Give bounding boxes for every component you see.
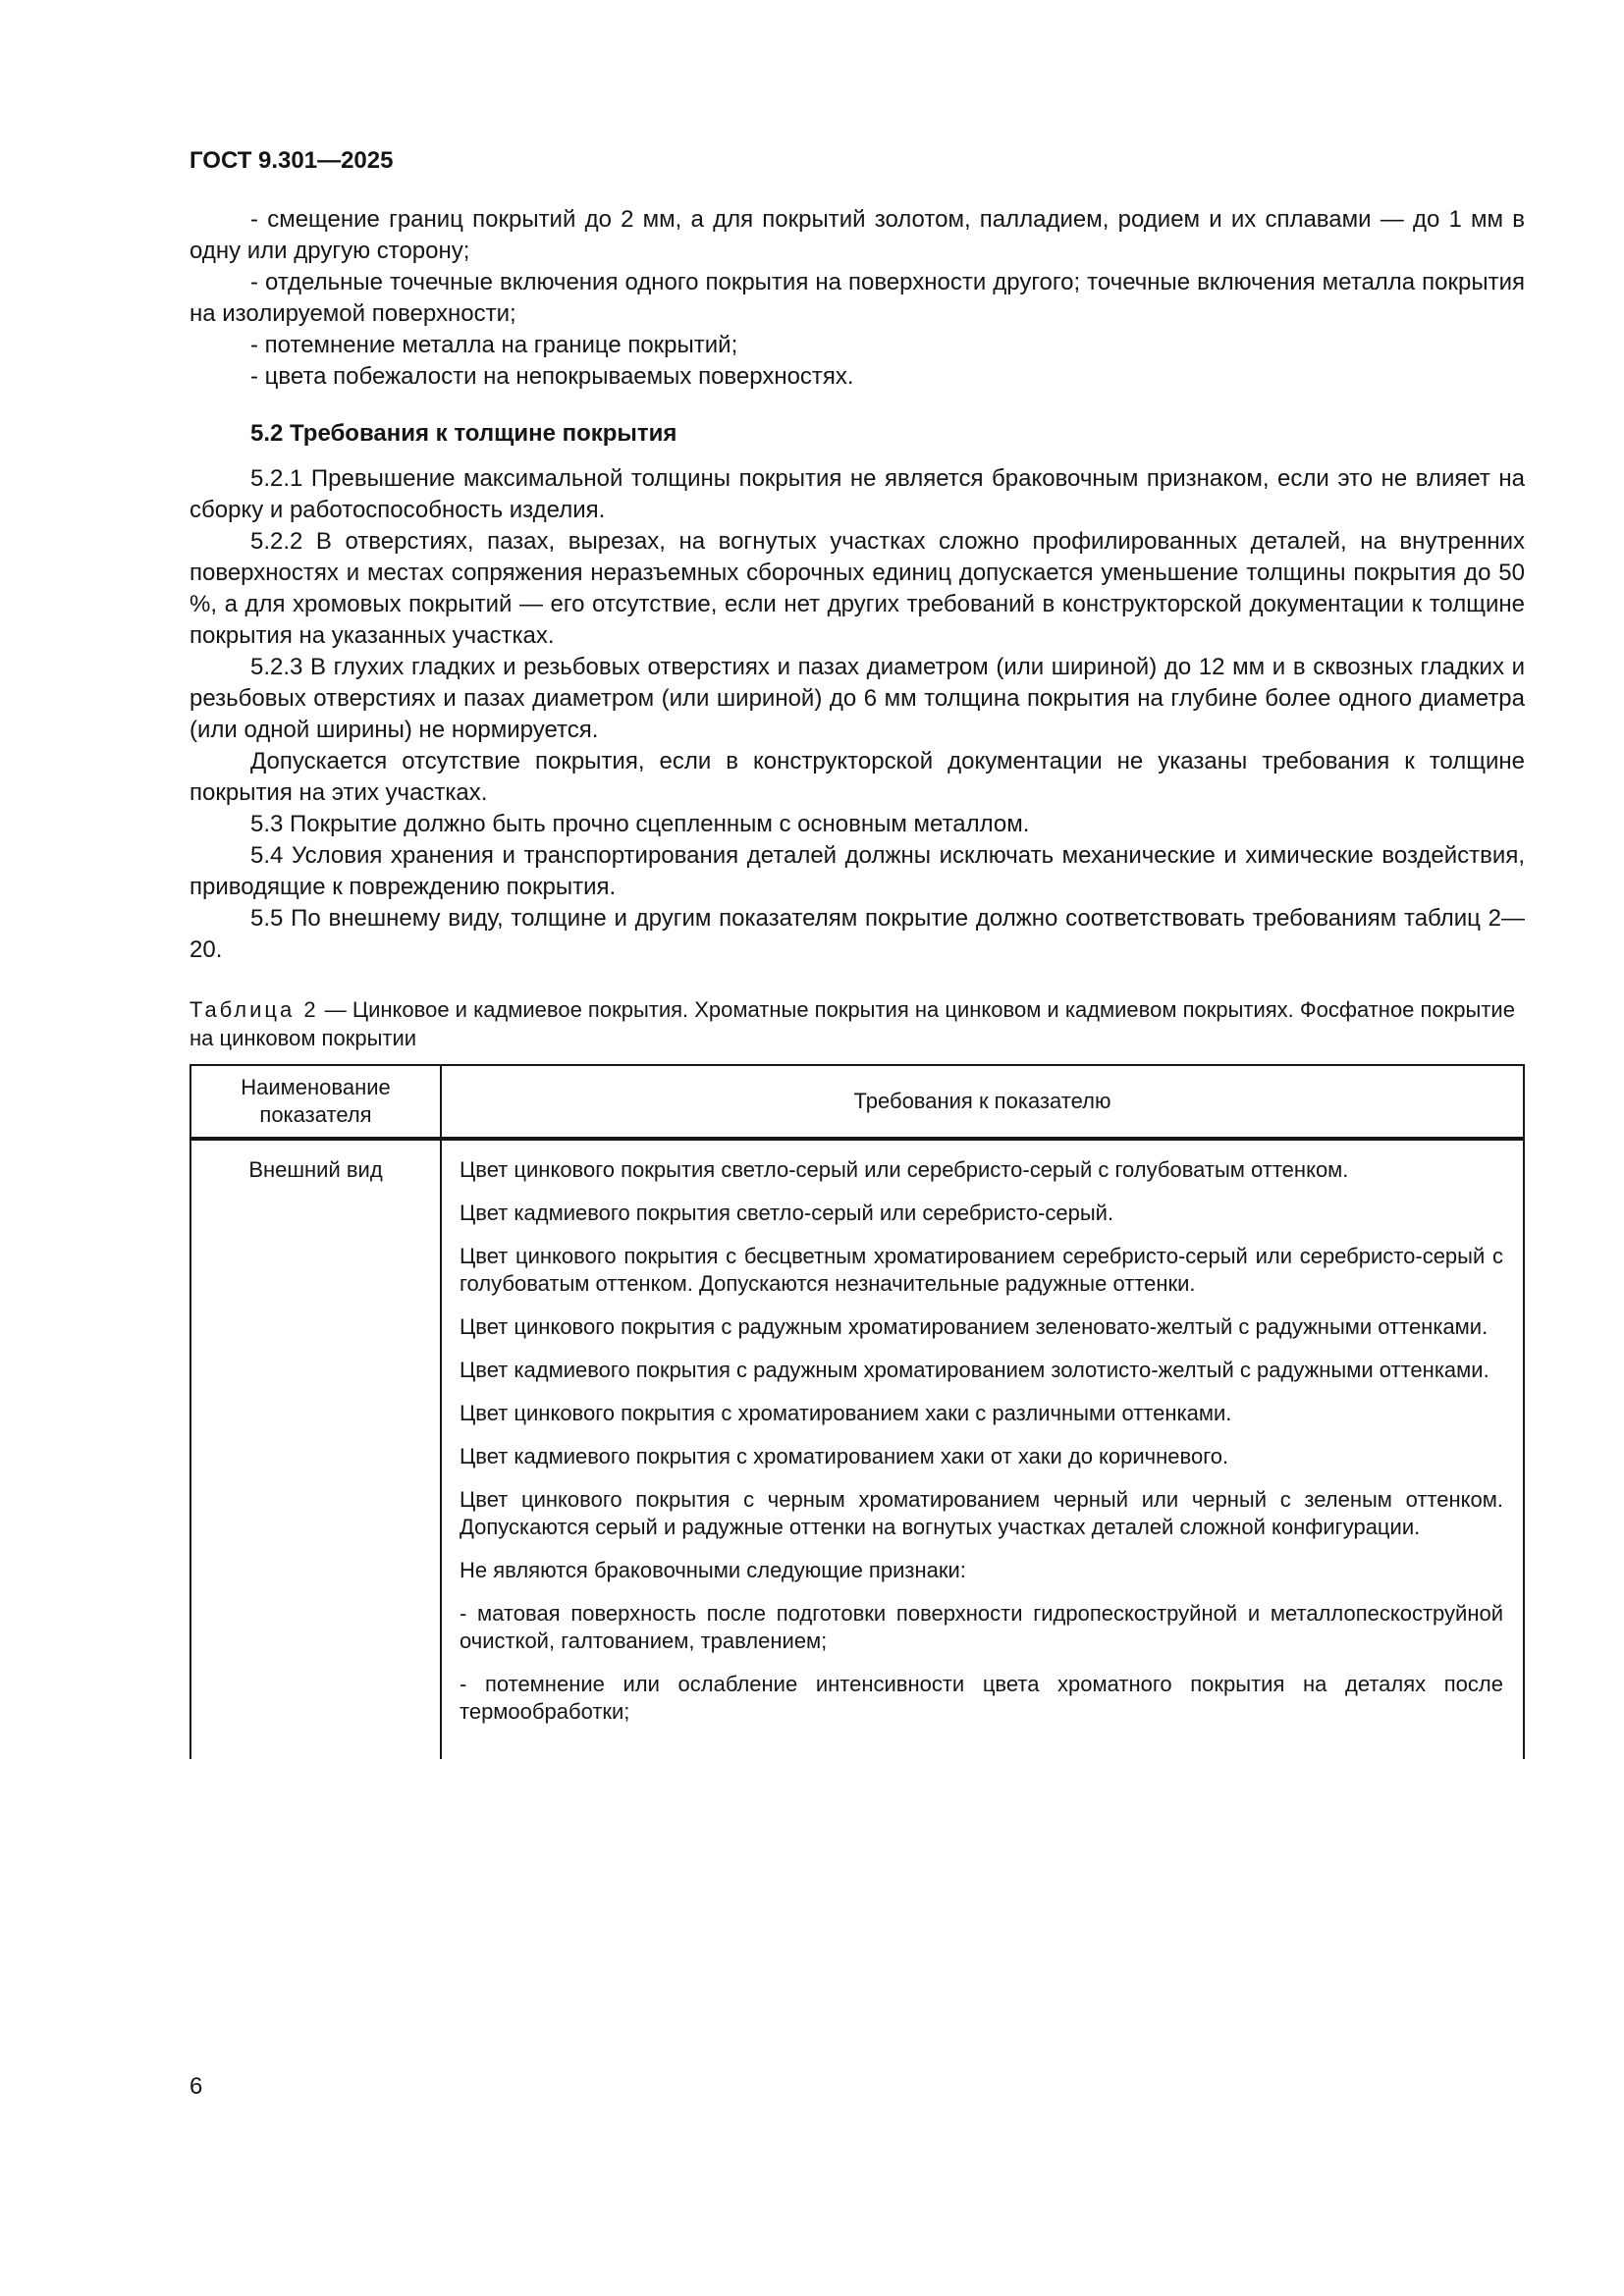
table-caption [189,995,1525,1052]
paragraph: 5.4 Условия хранения и транспортирования деталей должны исключать механические и химические воздействия, приводящие к повреждению покрытия. [189,842,1525,900]
table-caption-text: — Цинковое и кадмиевое покрытия. Хроматные покрытия на цинковом и кадмиевом покрытиях. Фосфатное покрытие на цинковом покрытии [189,997,1515,1050]
paragraph: Допускается отсутствие покрытия, если в конструкторской документации не указаны требования к толщине покрытия на этих участках. [189,748,1525,806]
paragraph: 5.3 Покрытие должно быть прочно сцепленным с основным металлом. [250,811,1030,837]
paragraph: 5.5 По внешнему виду, толщине и другим показателям покрытие должно соответствовать требованиям таблиц 2—20. [189,905,1525,963]
requirements-cell [441,1139,1524,1759]
column-header-requirements: Требования к показателю [441,1065,1524,1139]
requirement-item: Цвет кадмиевого покрытия светло-серый или серебристо-серый. [460,1201,1114,1225]
indicator-name: Внешний вид [248,1157,383,1182]
table-header-row [190,1065,1524,1139]
document-code: ГОСТ 9.301—2025 [189,147,394,174]
requirement-item: Цвет цинкового покрытия с хроматированием хаки с различными оттенками. [460,1401,1232,1425]
table-row [190,1139,1524,1759]
requirement-item: Цвет цинкового покрытия с черным хроматированием черный или черный с зеленым оттенком. Допускаются серый и радужные оттенки на вогнутых участках деталей сложной конфигурации. [460,1487,1503,1539]
requirement-item: - матовая поверхность после подготовки поверхности гидропескоструйной и металлопескоструйной очисткой, галтованием, травлением; [460,1601,1503,1653]
requirement-item: Цвет кадмиевого покрытия с радужным хроматированием золотисто-желтый с радужными оттенками. [460,1358,1489,1382]
requirement-item: - потемнение или ослабление интенсивности цвета хроматного покрытия на деталях после термообработки; [460,1672,1503,1724]
list-item: - отдельные точечные включения одного покрытия на поверхности другого; точечные включения металла покрытия на изолируемой поверхности; [189,269,1525,327]
paragraph: 5.2.2 В отверстиях, пазах, вырезах, на вогнутых участках сложно профилированных деталей, на внутренних поверхностях и местах сопряжения неразъемных сборочных единиц допускается уменьшение толщины покрытия до 50 %, а для хромовых покрытий — его отсутствие, если нет других требований в конструкторской документации к толщине покрытия на указанных участках. [189,528,1525,649]
indicator-name-cell [190,1139,441,1759]
paragraph: 5.2.1 Превышение максимальной толщины покрытия не является браковочным признаком, если это не влияет на сборку и работоспособность изделия. [189,465,1525,523]
body-text [189,204,1525,966]
list-item: - смещение границ покрытий до 2 мм, а для покрытий золотом, палладием, родием и их сплавами — до 1 мм в одну или другую сторону; [189,206,1525,264]
list-item: - потемнение металла на границе покрытий; [250,332,738,358]
page-number: 6 [189,2073,203,2100]
table-2 [189,1064,1525,1759]
requirement-item: Цвет цинкового покрытия с радужным хроматированием зеленовато-желтый с радужными оттенками. [460,1314,1489,1339]
requirement-item: Не являются браковочными следующие признаки: [460,1558,966,1582]
requirement-item: Цвет цинкового покрытия с бесцветным хроматированием серебристо-серый или серебристо-серый с голубоватым оттенком. Допускаются незначительные радужные оттенки. [460,1244,1503,1296]
table-caption-label: Таблица 2 [189,997,319,1022]
section-title: 5.2 Требования к толщине покрытия [250,420,677,447]
requirement-item: Цвет цинкового покрытия светло-серый или серебристо-серый с голубоватым оттенком. [460,1157,1349,1182]
paragraph: 5.2.3 В глухих гладких и резьбовых отверстиях и пазах диаметром (или шириной) до 12 мм и в сквозных гладких и резьбовых отверстиях и пазах диаметром (или шириной) до 6 мм толщина покрытия на глубине более одного диаметра (или одной ширины) не нормируется. [189,654,1525,743]
column-header-indicator-name: Наименование показателя [190,1065,441,1139]
list-item: - цвета побежалости на непокрываемых поверхностях. [250,363,854,390]
requirement-item: Цвет кадмиевого покрытия с хроматированием хаки от хаки до коричневого. [460,1444,1229,1468]
